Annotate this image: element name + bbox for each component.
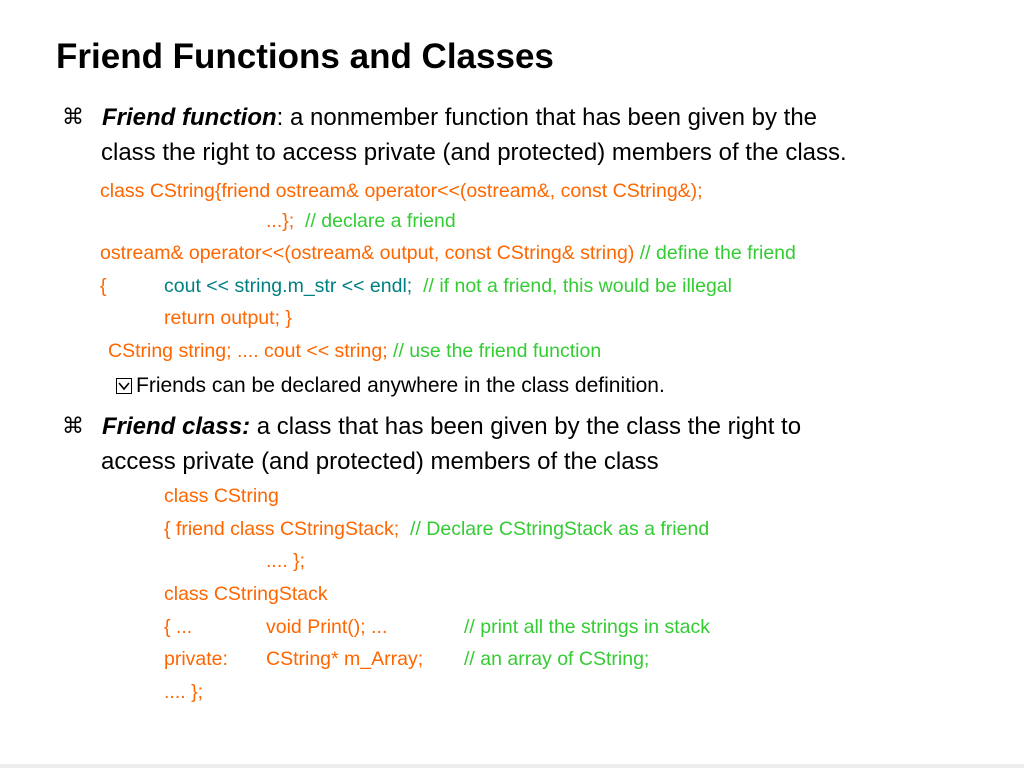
code-brace: { (100, 275, 107, 297)
code-line-b: void Print(); ... (266, 616, 388, 638)
section1-line2: class the right to access private (and protected) members of the class. (101, 139, 847, 166)
code-comment: // if not a friend, this would be illegal (423, 275, 732, 297)
code-line (100, 240, 796, 266)
code-line (108, 338, 601, 364)
checkbox-icon (116, 378, 132, 394)
code-line (164, 273, 732, 299)
sub-bullet-text: Friends can be declared anywhere in the class definition. (136, 374, 665, 397)
code-comment: // define the friend (639, 242, 796, 264)
code-text: ...}; (266, 210, 295, 232)
section2-line1 (102, 409, 801, 444)
friend-class-term: Friend class: (102, 413, 251, 440)
code-line-a: { ... (164, 616, 193, 638)
section2-line1-rest: a class that has been given by the class the right to (250, 413, 802, 440)
code-text: cout << string.m_str << endl; (164, 275, 413, 297)
code-comment: // use the friend function (393, 340, 602, 362)
bullet-icon: ⌘ (62, 104, 84, 129)
code-comment: // Declare CStringStack as a friend (410, 518, 710, 540)
code-comment: // an array of CString; (464, 648, 650, 670)
term-colon: : (276, 104, 284, 131)
code-line: class CString{friend ostream& operator<<(ostream&, const CString&); (100, 180, 703, 202)
code-text: { friend class CStringStack; (164, 518, 400, 540)
footer-divider (0, 764, 1024, 768)
section1-line1-rest: a nonmember function that has been given by the (283, 104, 818, 131)
code-line: .... }; (164, 681, 204, 703)
code-line (266, 208, 456, 234)
code-line: return output; } (164, 307, 292, 329)
slide-title: Friend Functions and Classes (56, 37, 554, 76)
code-text: ostream& operator<<(ostream& output, const CString& string) (100, 242, 635, 264)
section1-line1 (102, 100, 817, 135)
code-comment: // print all the strings in stack (464, 616, 711, 638)
code-line: .... }; (266, 550, 306, 572)
sub-bullet (116, 372, 665, 400)
code-text: CString string; .... cout << string; (108, 340, 388, 362)
code-line: class CString (164, 485, 279, 507)
code-line-a: private: (164, 648, 228, 670)
code-comment: // declare a friend (305, 210, 456, 232)
bullet-icon: ⌘ (62, 413, 84, 438)
code-line-b: CString* m_Array; (266, 648, 424, 670)
friend-function-term: Friend function (102, 104, 277, 131)
code-line (164, 516, 709, 542)
code-line: class CStringStack (164, 583, 328, 605)
section2-line2: access private (and protected) members of the class (101, 448, 659, 475)
